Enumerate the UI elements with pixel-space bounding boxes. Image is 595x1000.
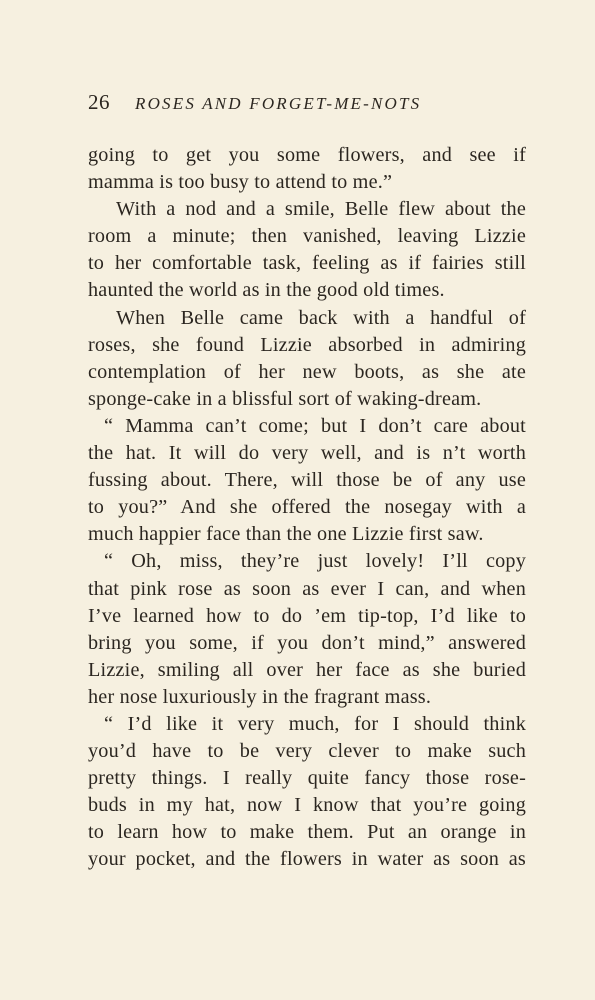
text-line: room a minute; then vanished, leaving Lizzie	[88, 225, 526, 248]
text-line: “ Mamma can’t come; but I don’t care about	[104, 414, 526, 437]
text-line: contemplation of her new boots, as she ate	[88, 360, 526, 383]
text-line: roses, she found Lizzie absorbed in admiring	[88, 333, 526, 356]
text-line: your pocket, and the flowers in water as soon as	[88, 848, 526, 871]
page-number: 26	[88, 90, 110, 114]
text-line: haunted the world as in the good old times.	[88, 279, 445, 302]
text-line: going to get you some flowers, and see if	[88, 144, 526, 166]
text-line: “ I’d like it very much, for I should think	[104, 712, 526, 735]
text-line: her nose luxuriously in the fragrant mass.	[88, 685, 432, 708]
text-line: buds in my hat, now I know that you’re going	[88, 794, 526, 817]
text-line: bring you some, if you don’t mind,” answered	[88, 631, 526, 654]
text-line: to learn how to make them. Put an orange in	[88, 821, 526, 844]
text-line: to her comfortable task, feeling as if fairies still	[88, 252, 526, 275]
text-line: I’ve learned how to do ’em tip-top, I’d like to	[88, 604, 526, 627]
text-line: much happier face than the one Lizzie first saw.	[88, 523, 484, 546]
text-line: With a nod and a smile, Belle flew about the	[116, 198, 526, 221]
text-line: that pink rose as soon as ever I can, and when	[88, 577, 526, 600]
text-line: fussing about. There, will those be of any use	[88, 469, 526, 492]
body-text	[88, 142, 526, 874]
text-line: mamma is too busy to attend to me.”	[88, 171, 393, 194]
text-line: Lizzie, smiling all over her face as she buried	[88, 658, 526, 681]
text-line: sponge-cake in a blissful sort of waking-dream.	[88, 387, 482, 410]
text-line: “ Oh, miss, they’re just lovely! I’ll copy	[104, 550, 526, 573]
text-line: When Belle came back with a handful of	[116, 306, 526, 329]
running-title: ROSES AND FORGET-ME-NOTS	[135, 94, 422, 113]
text-line: to you?” And she offered the nosegay with a	[88, 496, 526, 519]
text-line: pretty things. I really quite fancy those rose-	[88, 767, 526, 790]
text-line: you’d have to be very clever to make such	[88, 740, 526, 763]
text-line: the hat. It will do very well, and is n’t worth	[88, 442, 526, 465]
running-head	[88, 90, 528, 120]
